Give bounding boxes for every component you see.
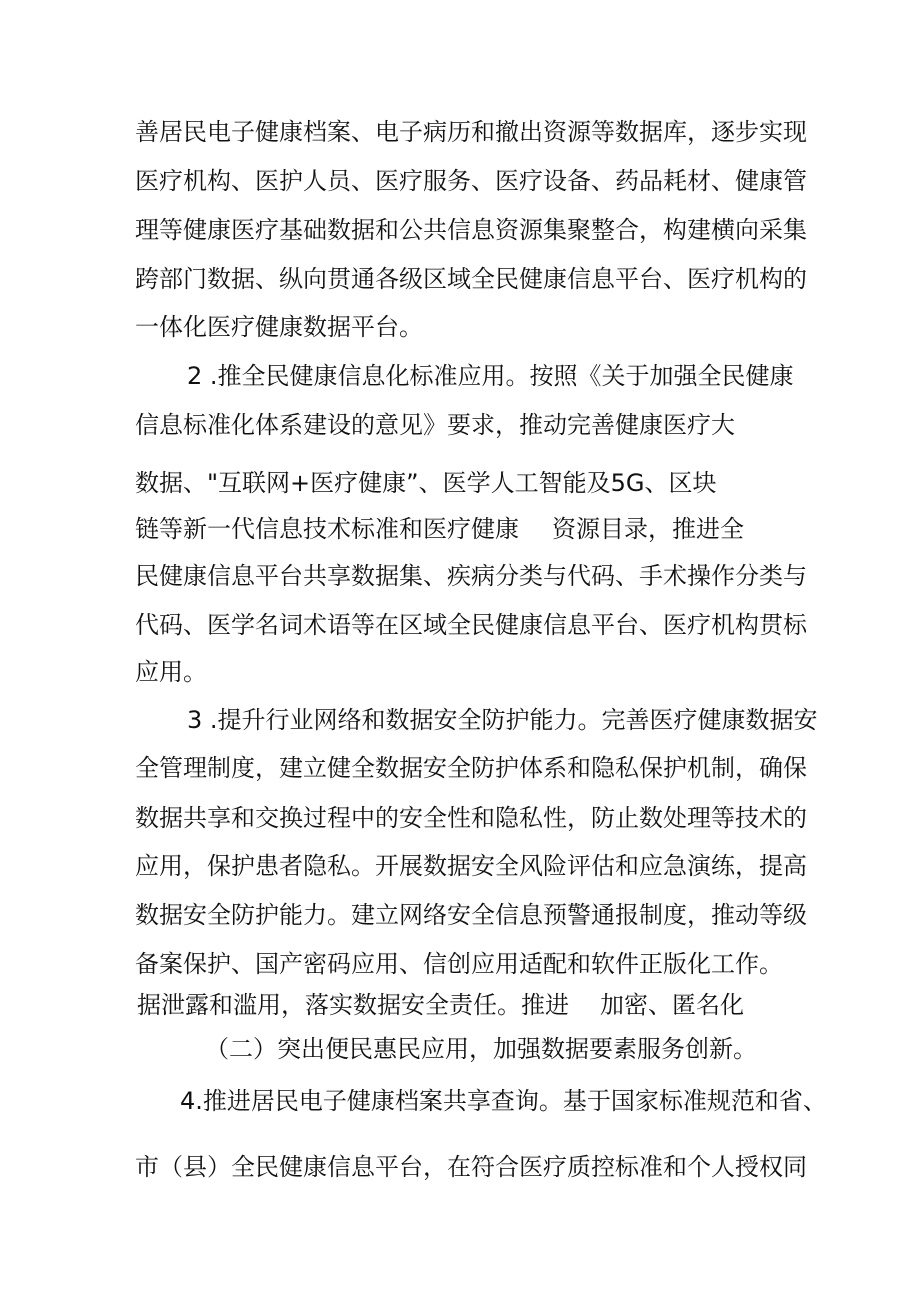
text-line: 4.推进居民电子健康档案共享查询。基于国家标准规范和省、	[180, 1087, 827, 1115]
text-line: 据泄露和滥用，落实数据安全责任。推进	[137, 991, 569, 1019]
text-line: 数据共享和交换过程中的安全性和隐私性，防止数处理等技术的	[135, 804, 807, 832]
text-line: 2 .推全民健康信息化标准应用。按照《关于加强全民健康	[187, 362, 794, 390]
text-line: 代码、医学名词术语等在区域全民健康信息平台、医疗机构贯标	[135, 611, 807, 639]
text-line: 民健康信息平台共享数据集、疾病分类与代码、手术操作分类与	[135, 562, 807, 590]
text-line: 全管理制度，建立健全数据安全防护体系和隐私保护机制，确保	[135, 754, 807, 782]
text-line: 备案保护、国产密码应用、信创应用适配和软件正版化工作。	[135, 950, 783, 978]
text-line: 市（县）全民健康信息平台，在符合医疗质控标准和个人授权同	[135, 1153, 807, 1181]
text-line: 理等健康医疗基础数据和公共信息资源集聚整合，构建横向采集	[135, 216, 807, 244]
text-line: 善居民电子健康档案、电子病历和撤出资源等数据库，逐步实现	[135, 118, 807, 146]
text-line: 跨部门数据、纵向贯通各级区域全民健康信息平台、医疗机构的	[135, 265, 807, 293]
text-line: 3 .提升行业网络和数据安全防护能力。完善医疗健康数据安	[187, 706, 818, 734]
text-line: 应用，保护患者隐私。开展数据安全风险评估和应急演练，提高	[135, 852, 807, 880]
text-line: 数据安全防护能力。建立网络安全信息预警通报制度，推动等级	[135, 901, 807, 929]
text-line: 一体化医疗健康数据平台。	[135, 313, 423, 341]
text-line: 医疗机构、医护人员、医疗服务、医疗设备、药品耗材、健康管	[135, 167, 807, 195]
text-line: 信息标准化体系建设的意见》要求，推动完善健康医疗大	[135, 411, 735, 439]
text-line: 资源目录，推进全	[552, 515, 744, 543]
text-line: 应用。	[135, 658, 207, 686]
text-line: 加密、匿名化	[600, 991, 744, 1019]
text-line: 数据、"互联网+医疗健康”、医学人工智能及5G、区块	[135, 469, 717, 497]
section-heading: （二）突出便民惠民应用，加强数据要素服务创新。	[205, 1035, 757, 1063]
text-line: 链等新一代信息技术标准和医疗健康	[135, 515, 519, 543]
